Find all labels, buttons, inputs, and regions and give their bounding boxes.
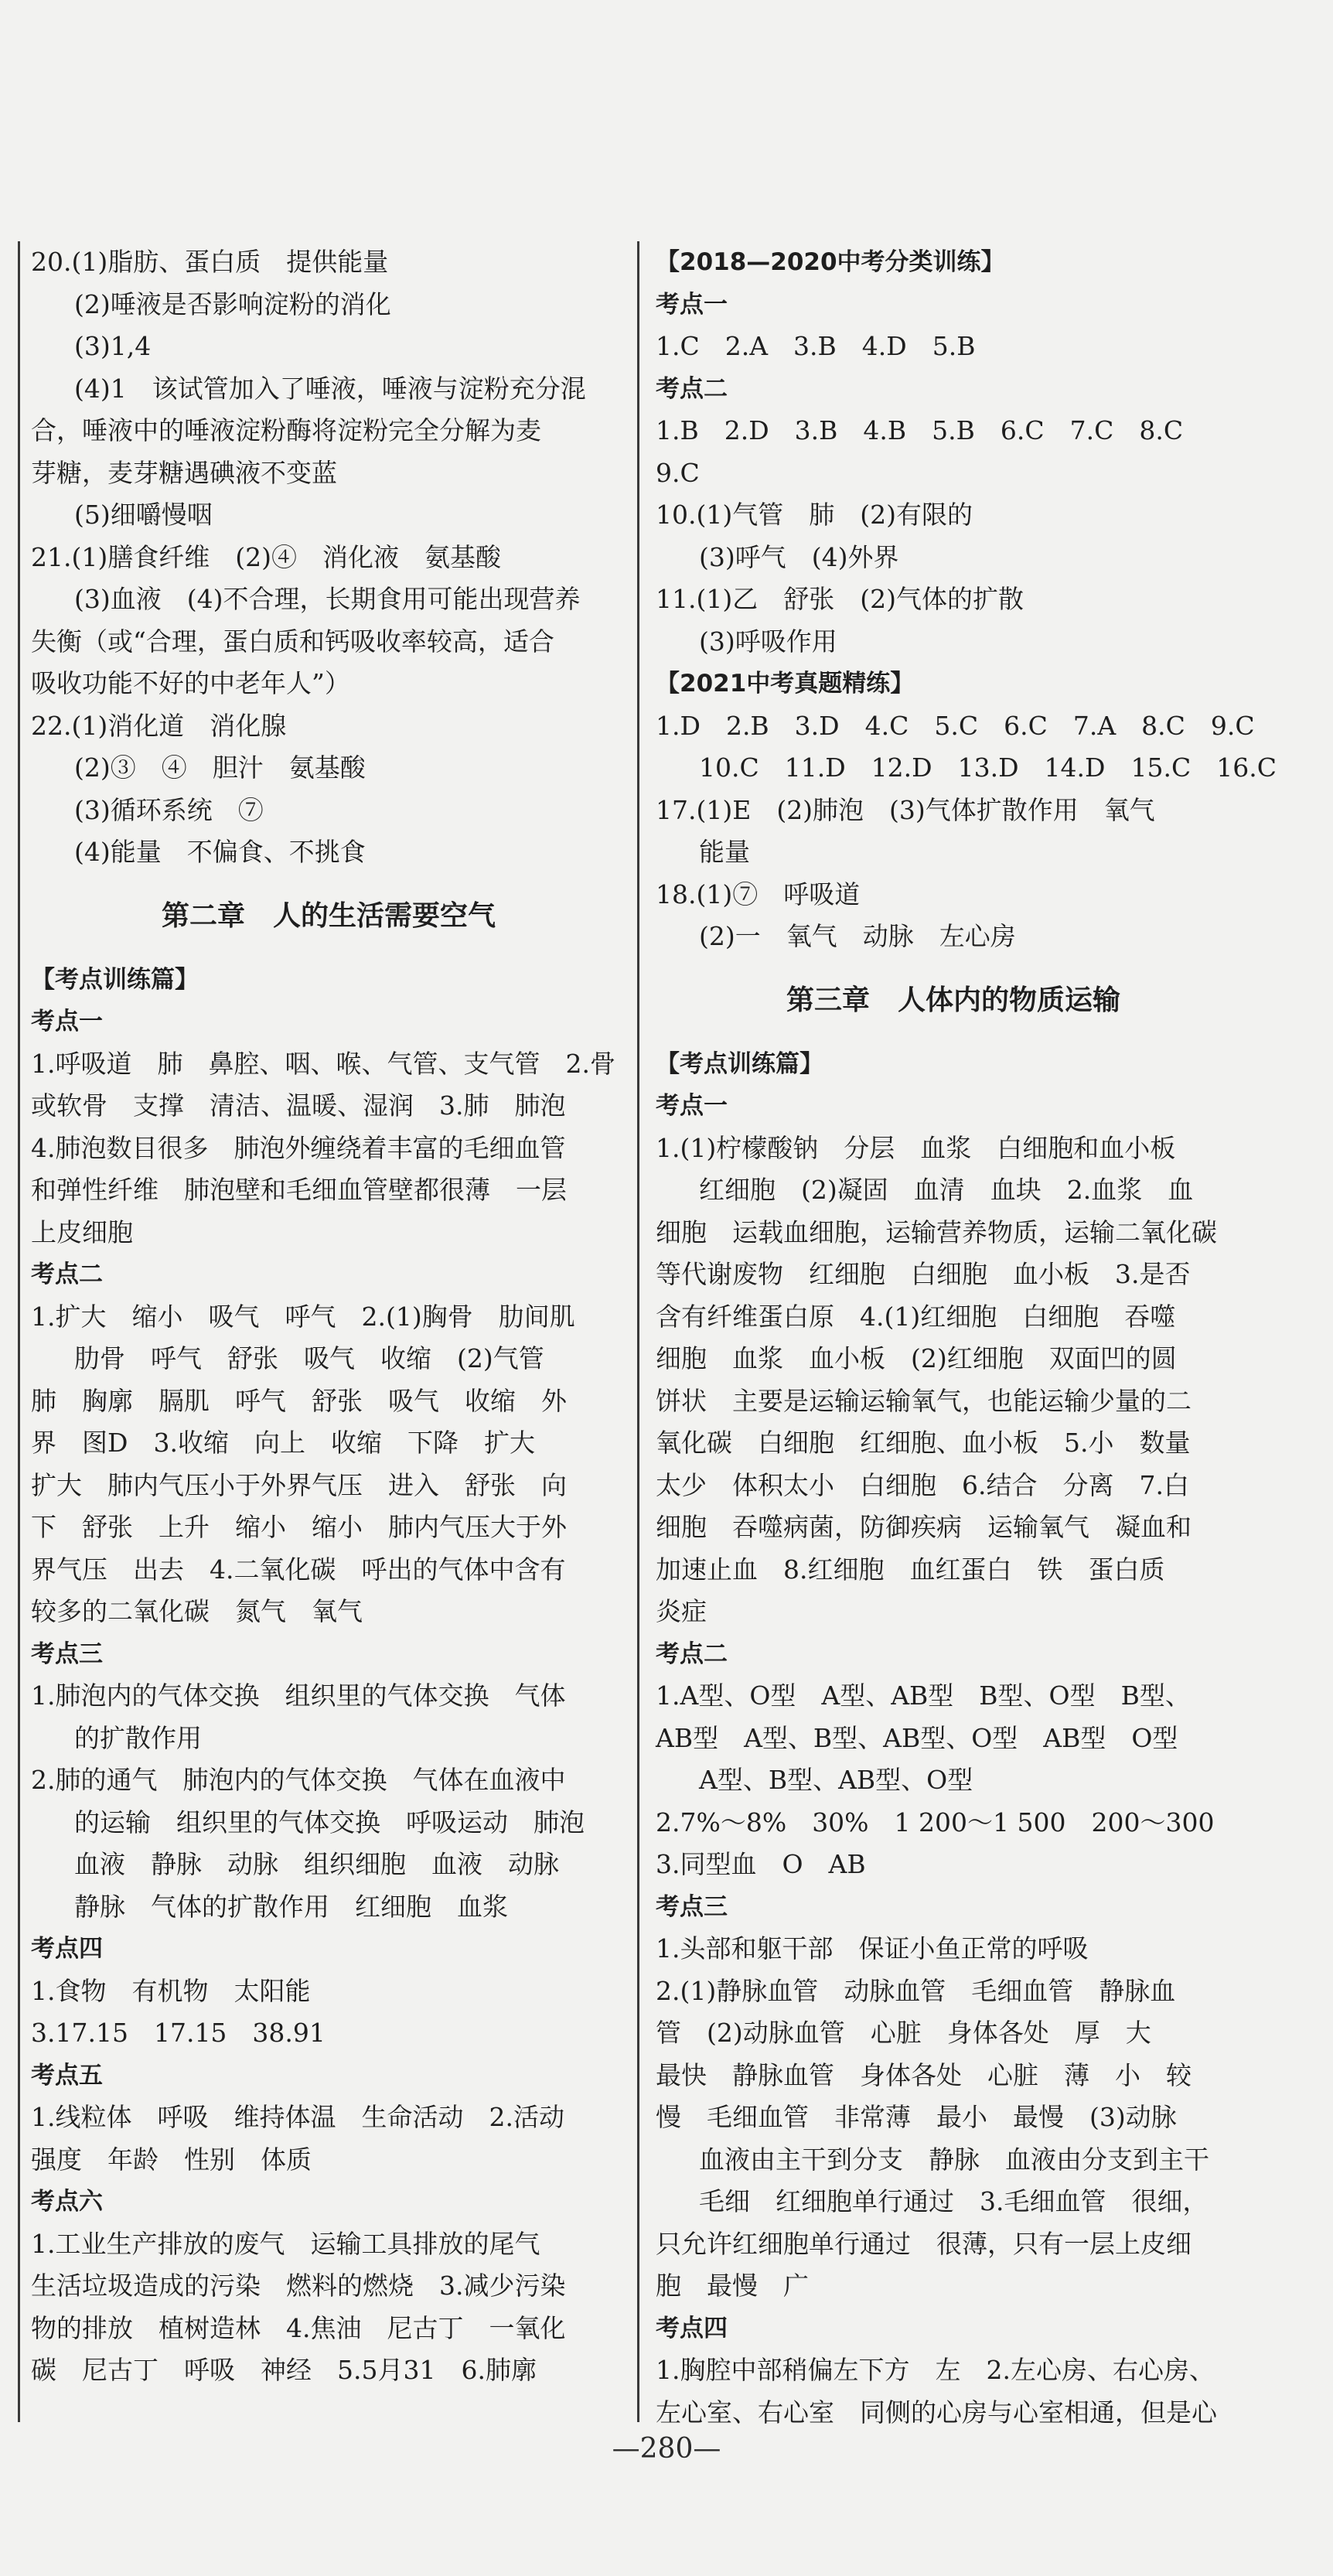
- answer-line: 等代谢废物 红细胞 白细胞 血小板 3.是否: [656, 1259, 1191, 1289]
- answer-line: 1.C 2.A 3.B 4.D 5.B: [656, 331, 976, 361]
- answer-line: 2.7%～8% 30% 1 200～1 500 200～300: [656, 1807, 1215, 1837]
- answer-line: 饼状 主要是运输运输氧气，也能运输少量的二: [656, 1385, 1192, 1416]
- answer-line: 4.肺泡数目很多 肺泡外缠绕着丰富的毛细血管: [31, 1132, 566, 1163]
- answer-line: 静脉 气体的扩散作用 红细胞 血浆: [74, 1891, 508, 1922]
- answer-line: (4)1 该试管加入了唾液，唾液与淀粉充分混: [74, 373, 586, 404]
- answer-line: 只允许红细胞单行通过 很薄，只有一层上皮细: [656, 2228, 1192, 2259]
- answer-line: 的运输 组织里的气体交换 呼吸运动 肺泡: [74, 1807, 585, 1837]
- answer-line: 较多的二氧化碳 氮气 氧气: [31, 1596, 363, 1626]
- answer-line: 1.线粒体 呼吸 维持体温 生命活动 2.活动: [31, 2102, 564, 2132]
- section-heading: 考点三: [656, 1892, 728, 1921]
- answer-line: 毛细 红细胞单行通过 3.毛细血管 很细，: [699, 2186, 1209, 2216]
- answer-line: 生活垃圾造成的污染 燃料的燃烧 3.减少污染: [31, 2271, 566, 2301]
- answer-line: 3.同型血 O AB: [656, 1849, 866, 1879]
- answer-line: 2.肺的通气 肺泡内的气体交换 气体在血液中: [31, 1765, 566, 1795]
- answer-line: 炎症: [656, 1596, 707, 1626]
- answer-line: 11.(1)乙 舒张 (2)气体的扩散: [656, 584, 1024, 614]
- answer-line: 细胞 血浆 血小板 (2)红细胞 双面凹的圆: [656, 1343, 1177, 1373]
- answer-line: (3)呼气 (4)外界: [699, 541, 899, 572]
- answer-line: 碳 尼古丁 呼吸 神经 5.5月31 6.肺廓: [31, 2355, 537, 2385]
- section-heading: 考点四: [31, 1935, 103, 1963]
- answer-line: 管 (2)动脉血管 心脏 身体各处 厚 大: [656, 2018, 1151, 2048]
- answer-line: 下 舒张 上升 缩小 缩小 肺内气压大于外: [31, 1512, 567, 1542]
- answer-line: 肋骨 呼气 舒张 吸气 收缩 (2)气管: [74, 1343, 544, 1373]
- answer-line: 扩大 肺内气压小于外界气压 进入 舒张 向: [31, 1469, 567, 1500]
- page-number: —280—: [612, 2433, 721, 2465]
- left-margin-rule: [18, 241, 20, 2422]
- answer-line: 18.(1)⑦ 呼吸道: [656, 879, 861, 909]
- section-heading: 【考点训练篇】: [31, 965, 199, 994]
- answer-line: 加速止血 8.红细胞 血红蛋白 铁 蛋白质: [656, 1554, 1165, 1585]
- answer-line: 强度 年龄 性别 体质: [31, 2144, 312, 2175]
- section-heading: 考点一: [31, 1008, 103, 1036]
- answer-line: 1.呼吸道 肺 鼻腔、咽、喉、气管、支气管 2.骨: [31, 1048, 615, 1079]
- answer-line: 细胞 吞噬病菌，防御疾病 运输氧气 凝血和: [656, 1512, 1192, 1542]
- answer-line: 肺 胸廓 膈肌 呼气 舒张 吸气 收缩 外: [31, 1385, 567, 1416]
- answer-line: (2)一 氧气 动脉 左心房: [699, 921, 1016, 951]
- answer-line: 2.(1)静脉血管 动脉血管 毛细血管 静脉血: [656, 1975, 1176, 2006]
- answer-line: (5)细嚼慢咽: [74, 500, 213, 530]
- answer-line: 慢 毛细血管 非常薄 最小 最慢 (3)动脉: [656, 2102, 1177, 2132]
- section-heading: 考点六: [31, 2188, 103, 2216]
- section-heading: 考点五: [31, 2061, 103, 2090]
- answer-line: (3)呼吸作用: [699, 626, 837, 657]
- section-heading: 考点三: [31, 1639, 103, 1668]
- chapter-title: 第三章 人体内的物质运输: [786, 984, 1120, 1016]
- answer-line: 细胞 运载血细胞，运输营养物质，运输二氧化碳: [656, 1216, 1217, 1247]
- answer-line: 1.肺泡内的气体交换 组织里的气体交换 气体: [31, 1680, 566, 1711]
- answer-line: 17.(1)E (2)肺泡 (3)气体扩散作用 氧气: [656, 794, 1155, 825]
- answer-line: 含有纤维蛋白原 4.(1)红细胞 白细胞 吞噬: [656, 1301, 1176, 1332]
- answer-line: (3)循环系统 ⑦: [74, 794, 264, 825]
- answer-line: 20.(1)脂肪、蛋白质 提供能量: [31, 247, 389, 277]
- answer-line: 血液由主干到分支 静脉 血液由分支到主干: [699, 2144, 1209, 2175]
- answer-line: 氧化碳 白细胞 红细胞、血小板 5.小 数量: [656, 1428, 1191, 1458]
- answer-line: AB型 A型、B型、AB型、O型 AB型 O型: [656, 1722, 1178, 1753]
- answer-line: 太少 体积太小 白细胞 6.结合 分离 7.白: [656, 1469, 1189, 1500]
- answer-line: 最快 静脉血管 身体各处 心脏 薄 小 较: [656, 2059, 1192, 2090]
- answer-line: (4)能量 不偏食、不挑食: [74, 837, 366, 867]
- answer-line: (3)血液 (4)不合理，长期食用可能出现营养: [74, 584, 581, 614]
- answer-line: 1.扩大 缩小 吸气 呼气 2.(1)胸骨 肋间肌: [31, 1301, 575, 1332]
- section-heading: 考点二: [656, 1639, 728, 1668]
- left-column: [31, 241, 626, 2392]
- answer-line: 界气压 出去 4.二氧化碳 呼出的气体中含有: [31, 1554, 566, 1585]
- answer-line: 失衡（或“合理，蛋白质和钙吸收率较高，适合: [31, 626, 554, 657]
- right-column: [656, 241, 1277, 2434]
- chapter-title: 第二章 人的生活需要空气: [161, 899, 496, 932]
- answer-line: 1.(1)柠檬酸钠 分层 血浆 白细胞和血小板: [656, 1132, 1176, 1163]
- answer-line: 1.胸腔中部稍偏左下方 左 2.左心房、右心房、: [656, 2355, 1215, 2385]
- answer-line: 9.C: [656, 457, 700, 488]
- answer-line: (2)唾液是否影响淀粉的消化: [74, 288, 391, 319]
- answer-line: 红细胞 (2)凝固 血清 血块 2.血浆 血: [699, 1175, 1194, 1205]
- answer-line: 和弹性纤维 肺泡壁和毛细血管壁都很薄 一层: [31, 1175, 567, 1205]
- section-heading: 考点四: [656, 2314, 728, 2342]
- answer-line: 物的排放 植树造林 4.焦油 尼古丁 一氧化: [31, 2312, 566, 2343]
- answer-line: 上皮细胞: [31, 1216, 133, 1247]
- answer-line: A型、B型、AB型、O型: [699, 1765, 973, 1795]
- answer-line: 胞 最慢 广: [656, 2271, 809, 2301]
- answer-line: 1.头部和躯干部 保证小鱼正常的呼吸: [656, 1933, 1089, 1964]
- column-divider: [637, 241, 639, 2422]
- answer-line: 21.(1)膳食纤维 (2)④ 消化液 氨基酸: [31, 541, 501, 572]
- answer-line: (3)1,4: [74, 331, 152, 361]
- answer-line: (2)③ ④ 胆汁 氨基酸: [74, 752, 366, 783]
- answer-line: 3.17.15 17.15 38.91: [31, 2018, 326, 2048]
- section-heading: 考点一: [656, 1092, 728, 1120]
- section-heading: 【考点训练篇】: [656, 1049, 823, 1078]
- answer-line: 能量: [699, 837, 750, 867]
- answer-line: 的扩散作用: [74, 1722, 202, 1753]
- answer-line: 1.B 2.D 3.B 4.B 5.B 6.C 7.C 8.C: [656, 415, 1184, 445]
- answer-line: 血液 静脉 动脉 组织细胞 血液 动脉: [74, 1849, 559, 1879]
- answer-line: 1.食物 有机物 太阳能: [31, 1975, 311, 2006]
- answer-line: 芽糖，麦芽糖遇碘液不变蓝: [31, 457, 337, 488]
- section-heading: 考点一: [656, 290, 728, 319]
- answer-line: 左心室、右心室 同侧的心房与心室相通，但是心: [656, 2397, 1217, 2428]
- section-heading: 考点二: [31, 1261, 103, 1288]
- answer-line: 合，唾液中的唾液淀粉酶将淀粉完全分解为麦: [31, 415, 541, 445]
- answer-line: 10.C 11.D 12.D 13.D 14.D 15.C 16.C: [699, 752, 1277, 783]
- answer-line: 1.D 2.B 3.D 4.C 5.C 6.C 7.A 8.C 9.C: [656, 710, 1255, 741]
- answer-line: 或软骨 支撑 清洁、温暖、湿润 3.肺 肺泡: [31, 1090, 566, 1121]
- answer-line: 10.(1)气管 肺 (2)有限的: [656, 500, 973, 530]
- answer-line: 22.(1)消化道 消化腺: [31, 710, 287, 741]
- section-heading: 【2018—2020中考分类训练】: [656, 248, 1005, 276]
- answer-line: 1.工业生产排放的废气 运输工具排放的尾气: [31, 2228, 540, 2259]
- answer-line: 1.A型、O型 A型、AB型 B型、O型 B型、: [656, 1680, 1191, 1711]
- answer-line: 界 图D 3.收缩 向上 收缩 下降 扩大: [31, 1428, 535, 1458]
- section-heading: 【2021中考真题精练】: [656, 670, 915, 698]
- answer-line: 吸收功能不好的中老年人”）: [31, 668, 350, 698]
- section-heading: 考点二: [656, 374, 728, 403]
